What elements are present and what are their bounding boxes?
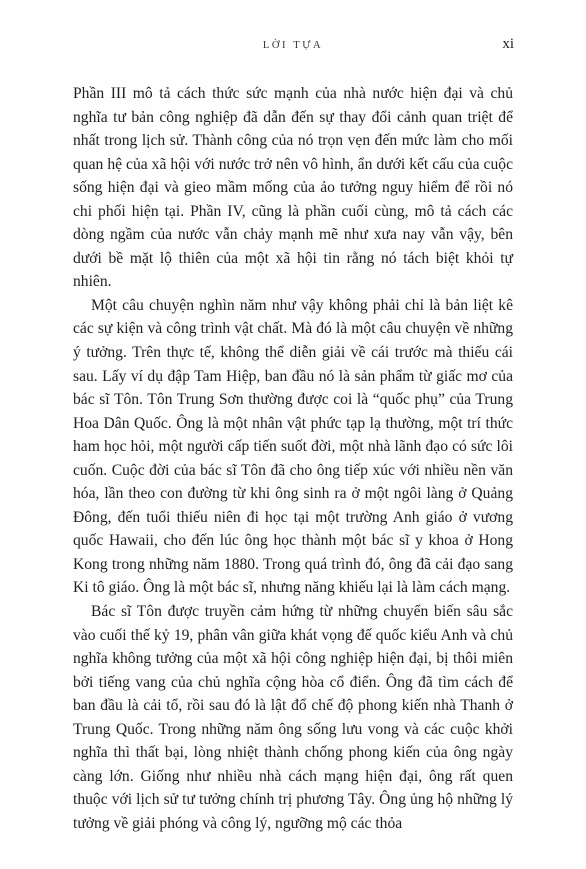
- running-header-title: LỜI TỰA: [262, 40, 324, 51]
- page-number: xi: [502, 36, 514, 52]
- paragraph-1: Phần III mô tả cách thức sức mạnh của nhà nước hiện đại và chủ nghĩa tư bản công nghiệp đã dẫn đến sự thay đổi cảnh quan triệt để nhất trong lịch sử. Thành công của nó trọn vẹn đến mức làm cho mối quan hệ của xã hội với nước trở nên vô hình, ẩn dưới kết cấu của cuộc sống hiện đại và gieo mầm mống của ảo tưởng nguy hiểm để rồi nó chi phối hiện tại. Phần IV, cũng là phần cuối cùng, mô tả cách các dòng ngầm của nước vẫn chảy mạnh mẽ như xưa nay vẫn vậy, bên dưới bề mặt lộ thiên của một xã hội tin rằng nó tách biệt khỏi tự nhiên.: [73, 85, 513, 291]
- paragraph-2: Một câu chuyện nghìn năm như vậy không phải chỉ là bản liệt kê các sự kiện và công trình vật chất. Mà đó là một câu chuyện về những ý tưởng. Trên thực tế, không thể diễn giải về cái trước mà thiếu cái sau. Lấy ví dụ đập Tam Hiệp, ban đầu nó là sản phẩm từ giấc mơ của bác sĩ Tôn. Tôn Trung Sơn thường được coi là “quốc phụ” của Trung Hoa Dân Quốc. Ông là một nhân vật phức tạp lạ thường, một trí thức ham học hỏi, một người cấp tiến suốt đời, một nhà lãnh đạo có sức lôi cuốn. Cuộc đời của bác sĩ Tôn đã cho ông tiếp xúc với nhiều nền văn hóa, lần theo con đường từ khi ông sinh ra ở một ngôi làng ở Quảng Đông, đến tuổi thiếu niên đi học tại một trường Anh giáo ở vương quốc Hawaii, cho đến lúc ông học thành một bác sĩ y khoa ở Hong Kong trong những năm 1880. Trong quá trình đó, ông đã cải đạo sang Ki tô giáo. Ông là một bác sĩ, nhưng năng khiếu lại là làm cách mạng.: [73, 296, 513, 597]
- body-text: [73, 82, 513, 836]
- paragraph-3: Bác sĩ Tôn được truyền cảm hứng từ những chuyển biến sâu sắc vào cuối thế kỷ 19, phân vân giữa khát vọng đế quốc kiểu Anh và chủ nghĩa không tưởng của một xã hội công nghiệp hiện đại, bị thôi miên bởi tiếng vang của chủ nghĩa cộng hòa cổ điển. Ông đã tìm cách để ban đầu là cải tổ, rồi sau đó là lật đổ chế độ phong kiến nhà Thanh ở Trung Quốc. Trong những năm ông sống lưu vong và các cuộc khởi nghĩa thì thất bại, lòng nhiệt thành chống phong kiến của ông ngày càng lớn. Giống như nhiều nhà cách mạng hiện đại, ông rất quen thuộc với lịch sử tư tưởng chính trị phương Tây. Ông ủng hộ những lý tưởng về giải phóng và công lý, ngưỡng mộ các thỏa: [73, 603, 513, 832]
